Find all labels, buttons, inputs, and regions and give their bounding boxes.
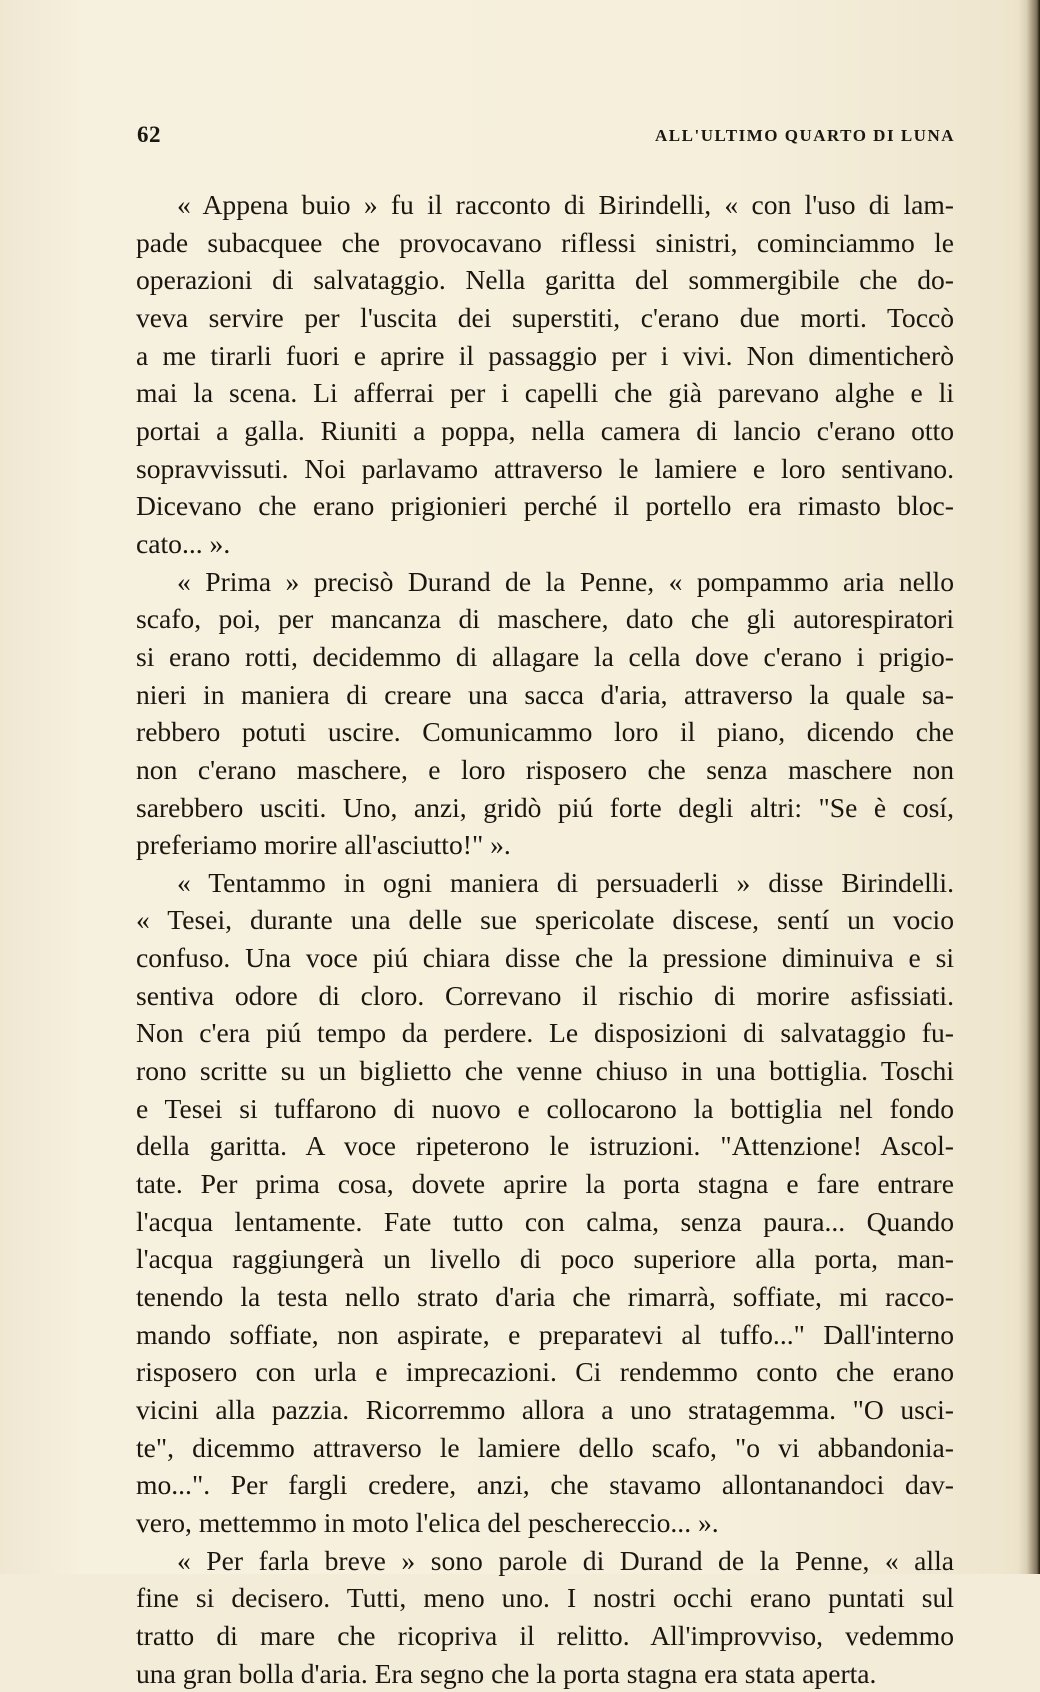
text-line: rebbero potuti uscire. Comunicammo loro il piano, dicendo che bbox=[136, 716, 954, 748]
text-line: tate. Per prima cosa, dovete aprire la porta stagna e fare entrare bbox=[136, 1168, 954, 1200]
text-line: operazioni di salvataggio. Nella garitta del sommergibile che do- bbox=[136, 264, 954, 296]
text-line: l'acqua lentamente. Fate tutto con calma, senza paura... Quando bbox=[136, 1205, 954, 1237]
text-line: « Tesei, durante una delle sue spericolate discese, sentí un vocio bbox=[136, 904, 954, 936]
page-edge-shadow bbox=[1018, 0, 1040, 1574]
text-line: sarebbero usciti. Uno, anzi, gridò piú forte degli altri: "Se è cosí, bbox=[136, 791, 954, 823]
text-line: nieri in maniera di creare una sacca d'aria, attraverso la quale sa- bbox=[136, 678, 954, 710]
text-line: tenendo la testa nello strato d'aria che rimarrà, soffiate, mi racco- bbox=[136, 1281, 954, 1313]
text-line: vero, mettemmo in moto l'elica del peschereccio... ». bbox=[136, 1506, 719, 1538]
text-line: sentiva odore di cloro. Correvano il rischio di morire asfissiati. bbox=[136, 979, 954, 1011]
text-line: e Tesei si tuffarono di nuovo e collocarono la bottiglia nel fondo bbox=[136, 1092, 954, 1124]
text-line: « Prima » precisò Durand de la Penne, « pompammo aria nello bbox=[177, 565, 954, 597]
text-line: te", dicemmo attraverso le lamiere dello scafo, "o vi abbandonia- bbox=[136, 1431, 954, 1463]
text-line: si erano rotti, decidemmo di allagare la cella dove c'erano i prigio- bbox=[136, 640, 954, 672]
text-line: a me tirarli fuori e aprire il passaggio per i vivi. Non dimenticherò bbox=[136, 339, 954, 371]
text-line: mando soffiate, non aspirate, e preparatevi al tuffo..." Dall'interno bbox=[136, 1318, 954, 1350]
text-line: rono scritte su un biglietto che venne chiuso in una bottiglia. Toschi bbox=[136, 1055, 954, 1087]
text-line: portai a galla. Riuniti a poppa, nella camera di lancio c'erano otto bbox=[136, 414, 954, 446]
text-line: Non c'era piú tempo da perdere. Le disposizioni di salvataggio fu- bbox=[136, 1017, 954, 1049]
text-line: mai la scena. Li afferrai per i capelli che già parevano alghe e li bbox=[136, 377, 954, 409]
paragraph bbox=[136, 1542, 954, 1692]
body-text bbox=[136, 186, 954, 1692]
text-line: sopravvissuti. Noi parlavamo attraverso le lamiere e loro sentivano. bbox=[136, 452, 954, 484]
text-line: « Tentammo in ogni maniera di persuaderli » disse Birindelli. bbox=[177, 866, 954, 898]
running-title: ALL'ULTIMO QUARTO DI LUNA bbox=[655, 126, 955, 145]
text-line: tratto di mare che ricopriva il relitto. All'improvviso, vedemmo bbox=[136, 1619, 954, 1651]
paragraph bbox=[136, 563, 954, 864]
text-line: scafo, poi, per mancanza di maschere, dato che gli autorespiratori bbox=[136, 603, 954, 635]
paragraph bbox=[136, 864, 954, 1542]
text-line: l'acqua raggiungerà un livello di poco superiore alla porta, man- bbox=[136, 1243, 954, 1275]
text-line: vicini alla pazzia. Ricorremmo allora a uno stratagemma. "O usci- bbox=[136, 1394, 954, 1425]
text-line: « Per farla breve » sono parole di Durand de la Penne, « alla bbox=[177, 1544, 954, 1576]
text-line: risposero con urla e imprecazioni. Ci rendemmo conto che erano bbox=[136, 1356, 954, 1388]
text-line: mo...". Per fargli credere, anzi, che stavamo allontanandoci dav- bbox=[136, 1469, 954, 1501]
text-line: veva servire per l'uscita dei superstiti, c'erano due morti. Toccò bbox=[136, 301, 954, 333]
text-line: preferiamo morire all'asciutto!" ». bbox=[136, 829, 511, 861]
page-number: 62 bbox=[137, 122, 161, 147]
paragraph bbox=[136, 186, 954, 563]
text-line: cato... ». bbox=[136, 527, 231, 559]
text-line: una gran bolla d'aria. Era segno che la porta stagna era stata aperta. bbox=[136, 1657, 877, 1689]
page-header bbox=[137, 122, 955, 162]
text-line: Dicevano che erano prigionieri perché il portello era rimasto bloc- bbox=[136, 490, 954, 522]
text-line: pade subacquee che provocavano riflessi sinistri, cominciammo le bbox=[136, 226, 954, 258]
text-line: fine si decisero. Tutti, meno uno. I nostri occhi erano puntati sul bbox=[136, 1582, 954, 1614]
text-line: confuso. Una voce piú chiara disse che la pressione diminuiva e si bbox=[136, 942, 954, 974]
text-line: non c'erano maschere, e loro risposero che senza maschere non bbox=[136, 753, 954, 785]
text-line: della garitta. A voce ripeterono le istruzioni. "Attenzione! Ascol- bbox=[136, 1130, 954, 1162]
text-line: « Appena buio » fu il racconto di Birindelli, « con l'uso di lam- bbox=[177, 189, 954, 220]
